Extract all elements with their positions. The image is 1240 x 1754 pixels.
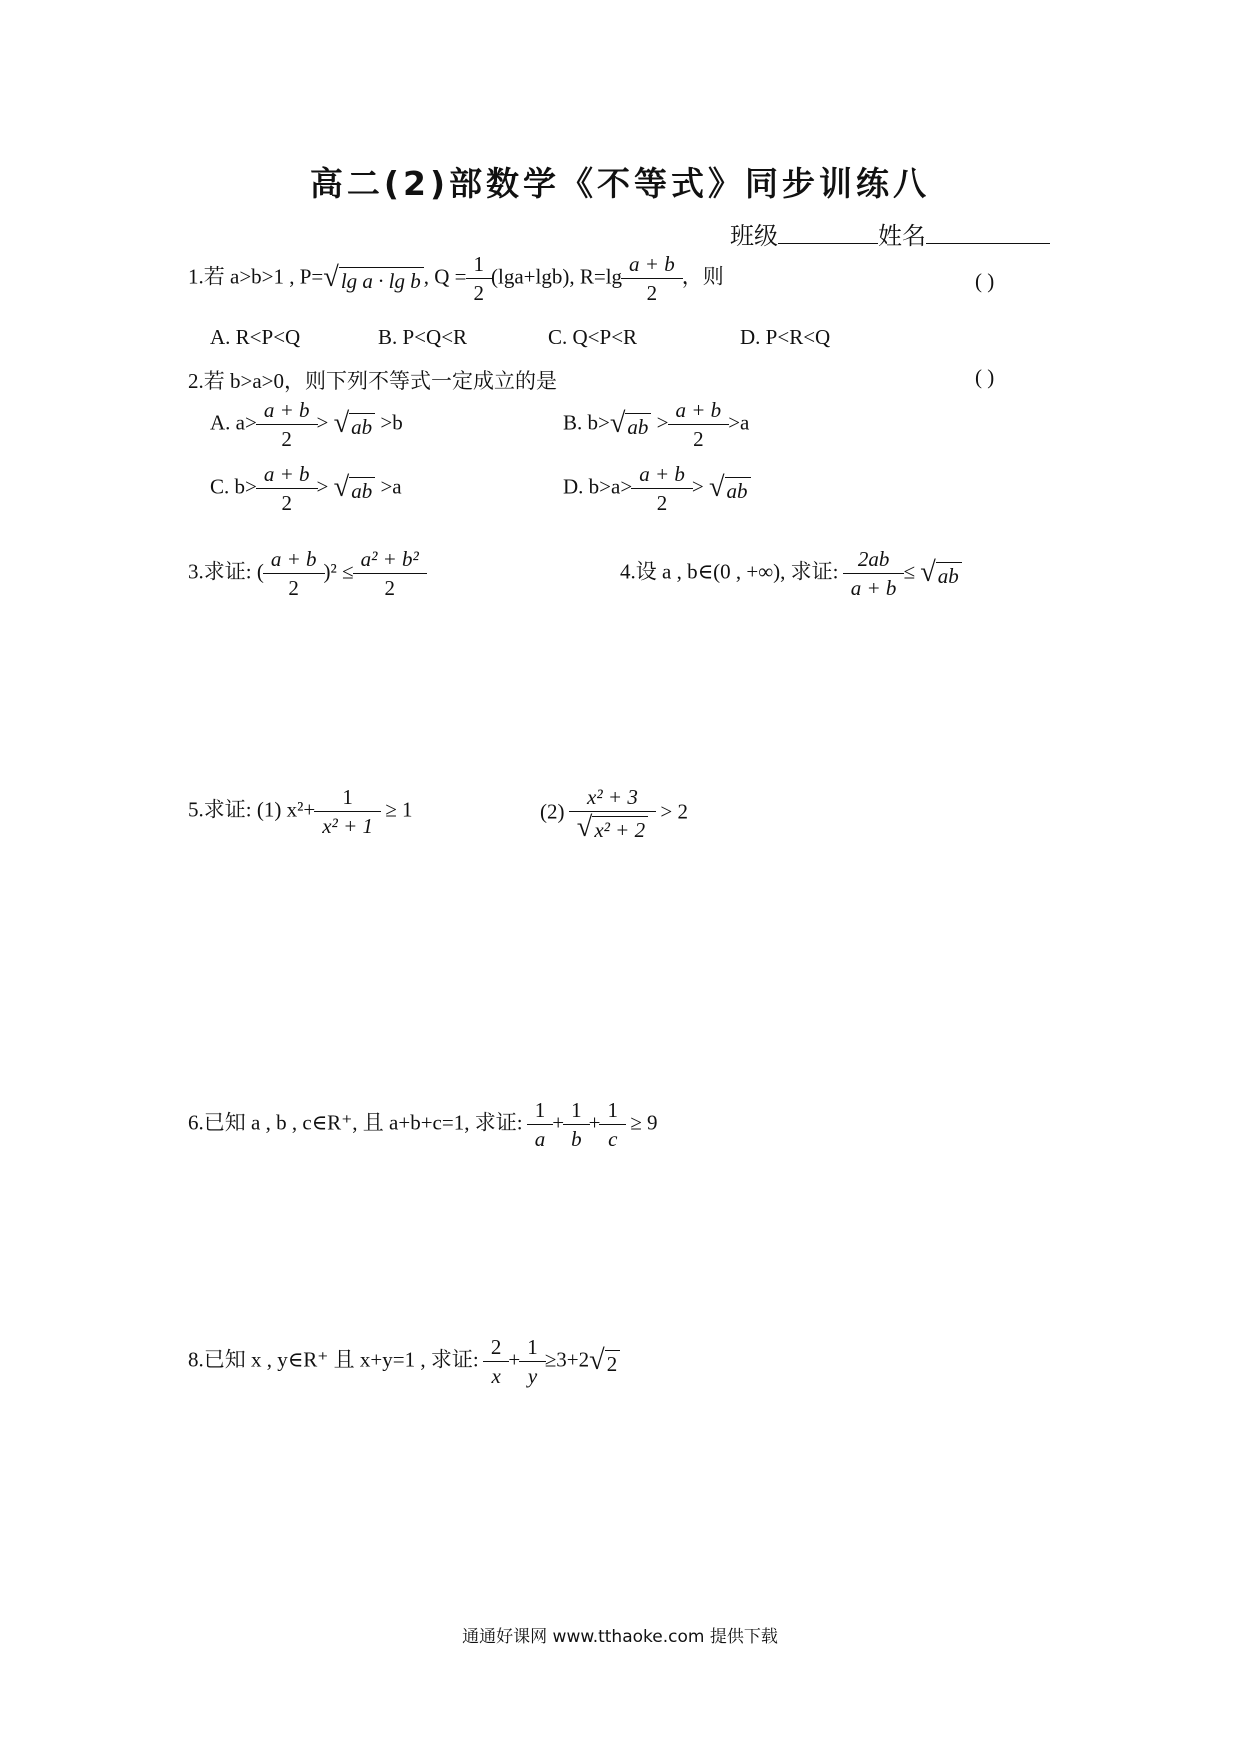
q2-stem: 2.若 b>a>0，则下列不等式一定成立的是 (188, 369, 558, 393)
class-label: 班级 (730, 222, 778, 250)
page-title: 高二(2)部数学《不等式》同步训练八 (309, 164, 931, 203)
q2-answer-paren[interactable]: ( ) (975, 365, 995, 389)
q2-option-a[interactable]: A. a> $\frac{a + b}{2}$ > √ ab >b (210, 398, 403, 452)
question-8: 8.已知 x , y∈R⁺ 且 x+y=1 , 求证: $\frac{2}{x}$ + $\frac{1}{y}$ ≥3+2 √ 2 (188, 1335, 620, 1388)
class-blank[interactable] (778, 239, 878, 244)
question-6: 6.已知 a , b , c∈R⁺, 且 a+b+c=1, 求证: $\frac{1}{a}$ + $\frac{1}{b}$ + $\frac{1}{c}$ ≥ 9 (188, 1098, 658, 1152)
q1-answer-paren[interactable]: ( ) (975, 269, 995, 293)
question-4: 4.设 a , b∈(0 , +∞), 求证: $\frac{2ab}{a + b}$ ≤ √ ab (620, 547, 962, 600)
question-1: 1.若 a>b>1 , P= √ lg a · lg b , Q = $\frac{1}{2}$ (lga+lgb), R=lg $\frac{a + b}{2}$ ，则 (188, 252, 724, 306)
q1-prefix: 1.若 a>b>1 , P= (188, 264, 324, 289)
q1-option-d[interactable]: D. P<R<Q (740, 325, 831, 349)
footer-source: 通通好课网 www.tthaoke.com 提供下载 (462, 1627, 778, 1647)
question-5-part-2: (2) x² + 3 √ x² + 2 > 2 (540, 785, 688, 844)
q1-r-fraction: $\frac{a + b}{2}$ (625, 252, 679, 305)
q1-q-fraction: $\frac{1}{2}$ (470, 252, 489, 305)
q1-option-a[interactable]: A. R<P<Q (210, 325, 301, 349)
q2-option-b[interactable]: B. b> √ ab > $\frac{a + b}{2}$ >a (563, 398, 750, 452)
q2-option-d[interactable]: D. b>a> $\frac{a + b}{2}$ > √ ab (563, 462, 751, 515)
q1-p-root: √ lg a · lg b (323, 264, 423, 292)
q2-option-c[interactable]: C. b> $\frac{a + b}{2}$ > √ ab >a (210, 462, 402, 516)
student-info-header (730, 216, 1050, 251)
name-blank[interactable] (926, 239, 1050, 244)
name-label: 姓名 (878, 222, 926, 250)
question-5-part-1: 5.求证: (1) x²+ $\frac{1}{\text{x² + 1}}$ ≥ 1 (188, 785, 413, 839)
question-3: 3.求证: ( $\frac{a + b}{2}$ )² ≤ $\frac{\text{a² + b²}}{2}$ (188, 547, 426, 600)
q1-option-c[interactable]: C. Q<P<R (548, 325, 638, 349)
q1-option-b[interactable]: B. P<Q<R (378, 325, 468, 349)
